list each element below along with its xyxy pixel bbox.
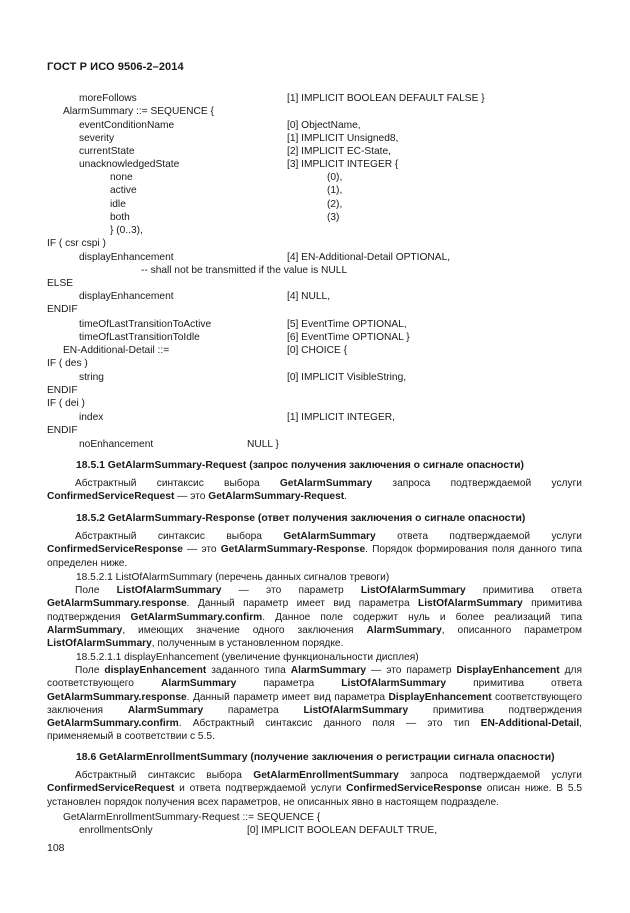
code-type: (3) — [327, 212, 340, 223]
paragraph: Абстрактный синтаксис выбора GetAlarmSummary ответа подтверждаемой услуги ConfirmedServiceResponse — это GetAlarmSummary-Response. Порядок формирования поля данного типа определен ниже. — [47, 531, 582, 569]
code-type: [0] CHOICE { — [287, 345, 348, 356]
code-line: timeOfLastTransitionToActive — [79, 319, 212, 330]
code-type: [4] EN-Additional-Detail OPTIONAL, — [287, 252, 451, 263]
code-type: NULL } — [247, 439, 279, 450]
code-line: displayEnhancement — [79, 291, 174, 302]
paragraph: Абстрактный синтаксис выбора GetAlarmSummary запроса подтверждаемой услуги ConfirmedServiceRequest — это GetAlarmSummary-Request. — [47, 478, 582, 503]
paragraph: Поле ListOfAlarmSummary — это параметр ListOfAlarmSummary примитива ответа GetAlarmSummary.response. Данный параметр имеет вид параметра ListOfAlarmSummary примитива подтверждения GetAlarmSummary.confirm. Данное поле содержит нуль и более реализаций типа AlarmSummary, имеющих значение одного заключения AlarmSummary, описанного параметром ListOfAlarmSummary, полученным в установленном порядке. — [47, 585, 583, 650]
code-line: idle — [110, 199, 126, 210]
code-line: AlarmSummary ::= SEQUENCE { — [63, 106, 214, 117]
subsection-heading: 18.5.2.1 ListOfAlarmSummary (перечень данных сигналов тревоги) — [76, 572, 390, 583]
code-line: noEnhancement — [79, 439, 154, 450]
section-heading: 18.6 GetAlarmEnrollmentSummary (получение заключения о регистрации сигнала опасности) — [76, 752, 555, 763]
code-type: [0] IMPLICIT BOOLEAN DEFAULT TRUE, — [247, 825, 438, 836]
code-line: ELSE — [47, 278, 74, 289]
code-line: ENDIF — [47, 385, 78, 396]
code-line: moreFollows — [79, 93, 137, 104]
code-line: eventConditionName — [79, 120, 175, 131]
code-type: (2), — [327, 199, 343, 210]
code-comment: -- shall not be transmitted if the value is NULL — [141, 265, 348, 276]
code-line: both — [110, 212, 130, 223]
code-line: ENDIF — [47, 304, 78, 315]
code-type: [2] IMPLICIT EC-State, — [287, 146, 391, 157]
section-heading: 18.5.2 GetAlarmSummary-Response (ответ получения заключения о сигнале опасности) — [76, 513, 526, 524]
code-line: IF ( dei ) — [47, 398, 85, 409]
code-type: [1] IMPLICIT Unsigned8, — [287, 133, 399, 144]
code-line: GetAlarmEnrollmentSummary-Request ::= SEQUENCE { — [63, 812, 321, 823]
code-line: severity — [79, 133, 115, 144]
code-line: timeOfLastTransitionToIdle — [79, 332, 200, 343]
page-header: ГОСТ Р ИСО 9506-2–2014 — [47, 61, 184, 73]
code-line: string — [79, 372, 104, 383]
page-number: 108 — [47, 842, 65, 854]
code-line: IF ( csr cspi ) — [47, 238, 106, 249]
code-type: [1] IMPLICIT BOOLEAN DEFAULT FALSE } — [287, 93, 485, 104]
section-heading: 18.5.1 GetAlarmSummary-Request (запрос получения заключения о сигнале опасности) — [76, 460, 524, 471]
code-line: IF ( des ) — [47, 358, 88, 369]
code-line: } (0..3), — [110, 225, 143, 236]
paragraph: Абстрактный синтаксис выбора GetAlarmEnrollmentSummary запроса подтверждаемой услуги ConfirmedServiceRequest и ответа подтверждаемой услуги ConfirmedServiceResponse описан ниже. В 5.5 установлен порядок получения всех параметров, не описанных явно в настоящем подразделе. — [47, 770, 583, 808]
code-type: [4] NULL, — [287, 291, 331, 302]
code-line: index — [79, 412, 104, 423]
code-line: active — [110, 185, 137, 196]
code-line: displayEnhancement — [79, 252, 174, 263]
code-line: unacknowledgedState — [79, 159, 180, 170]
code-type: [3] IMPLICIT INTEGER { — [287, 159, 399, 170]
code-type: [1] IMPLICIT INTEGER, — [287, 412, 395, 423]
subsection-heading: 18.5.2.1.1 displayEnhancement (увеличение функциональности дисплея) — [76, 652, 419, 663]
code-type: (0), — [327, 172, 343, 183]
code-type: (1), — [327, 185, 343, 196]
code-line: none — [110, 172, 133, 183]
code-type: [0] IMPLICIT VisibleString, — [287, 372, 407, 383]
code-type: [5] EventTime OPTIONAL, — [287, 319, 407, 330]
code-line: EN-Additional-Detail ::= — [63, 345, 170, 356]
code-line: currentState — [79, 146, 135, 157]
code-type: [6] EventTime OPTIONAL } — [287, 332, 410, 343]
paragraph: Поле displayEnhancement заданного типа AlarmSummary — это параметр DisplayEnhancement для соответствующего AlarmSummary параметра ListOfAlarmSummary примитива ответа GetAlarmSummary.response. Данный параметр имеет вид параметра DisplayEnhancement соответствующего заключения AlarmSummary параметра ListOfAlarmSummary примитива подтверждения GetAlarmSummary.confirm. Абстрактный синтаксис данного поля — это тип EN-Additional-Detail, применяемый в соответствии с 5.5. — [47, 665, 582, 743]
code-line: ENDIF — [47, 425, 78, 436]
code-type: [0] ObjectName, — [287, 120, 361, 131]
code-line: enrollmentsOnly — [79, 825, 153, 836]
